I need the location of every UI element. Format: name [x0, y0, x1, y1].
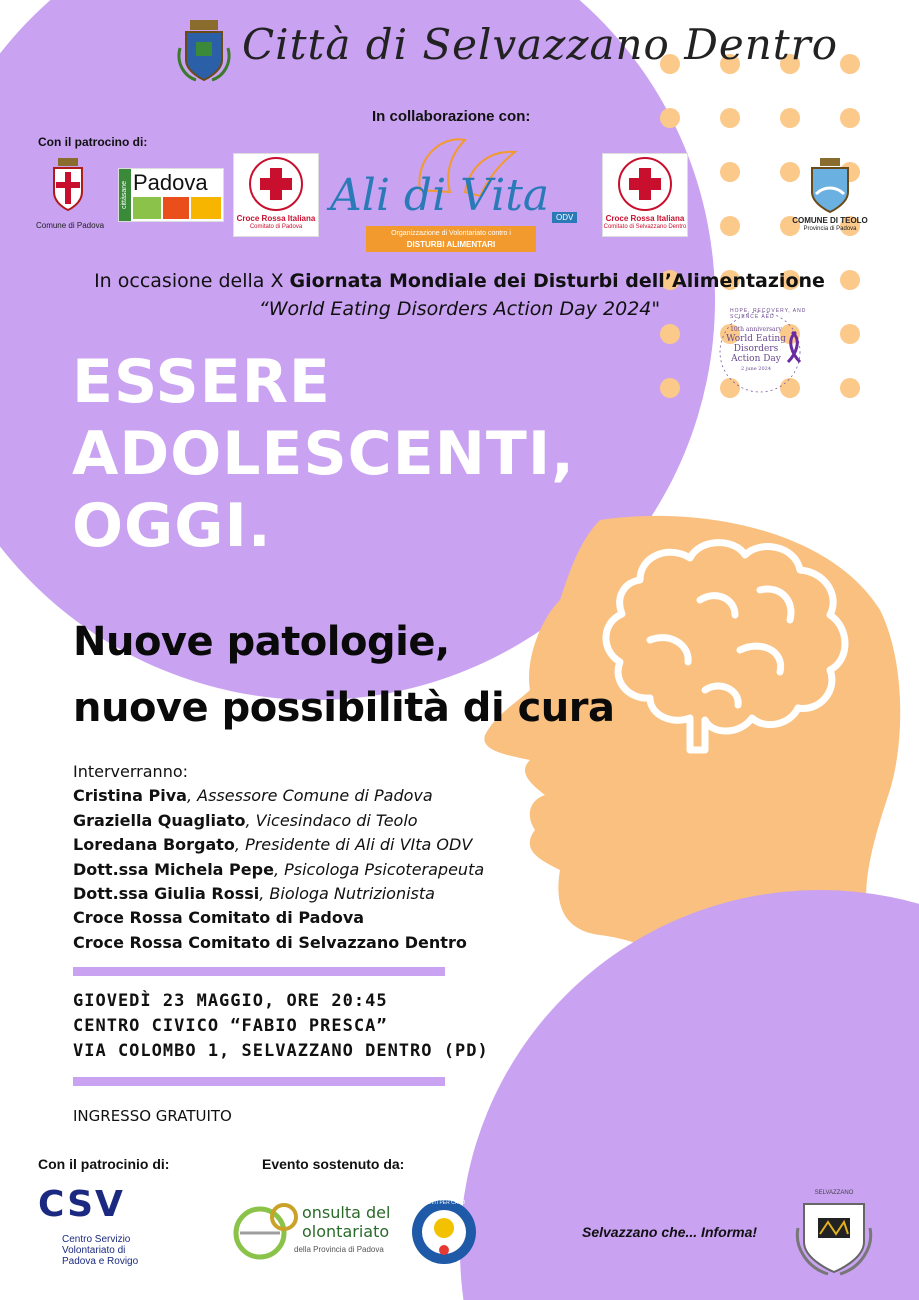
patrocinio-label: Con il patrocino di:: [38, 135, 148, 149]
alidivita-banner: [366, 226, 536, 252]
padova-crest-icon: [50, 158, 86, 214]
cittasane-small-text: cittàsane: [121, 180, 128, 209]
subtitle-line2: nuove possibilità di cura: [73, 685, 615, 731]
speaker-row: [73, 858, 593, 882]
consulta-text1: onsulta del: [302, 1203, 391, 1222]
wedad-anniv: 10th anniversary: [730, 326, 782, 333]
footer-sostenuto-label: Evento sostenuto da:: [262, 1156, 405, 1172]
decorative-dot: [720, 162, 740, 182]
utenti-arc-text: UTENTI PER CASO: [420, 1200, 466, 1206]
speakers-block: [73, 760, 593, 955]
csv-logo: CSV: [38, 1184, 125, 1225]
alidivita-banner-line2: DISTURBI ALIMENTARI: [406, 240, 496, 249]
informa-tagline: Selvazzano che... Informa!: [582, 1224, 758, 1240]
speaker-name: Graziella Quagliato: [73, 810, 246, 830]
cri-selvazzano-sub: Comitato di Selvazzano Dentro: [603, 224, 687, 230]
alidivita-name: Ali di Vita: [330, 170, 550, 221]
occasion-prefix: In occasione della X: [94, 270, 290, 292]
red-cross-icon: [617, 156, 673, 212]
event-place: CENTRO CIVICO “FABIO PRESCA”: [73, 1016, 388, 1036]
utenti-per-caso-icon: [410, 1198, 478, 1266]
cri-selvazzano-logo: [602, 153, 688, 237]
decorative-dot: [660, 108, 680, 128]
wedad-arc-text: HOPE, RECOVERY, AND SCIENCE AED: [730, 308, 807, 320]
divider-bottom: [73, 1077, 445, 1086]
speaker-name: Dott.ssa Giulia Rossi: [73, 884, 260, 904]
consulta-text3: della Provincia di Padova: [294, 1245, 384, 1254]
consulta-logo: [232, 1195, 402, 1265]
speaker-name: Loredana Borgato: [73, 835, 235, 855]
teolo-sub: Provincia di Padova: [803, 226, 857, 232]
city-title: Città di Selvazzano Dentro: [242, 20, 839, 69]
cri-padova-name: Croce Rossa Italiana: [236, 214, 316, 223]
speaker-role: , Assessore Comune di Padova: [186, 786, 433, 806]
decorative-dot: [840, 324, 860, 344]
consulta-mark-icon: [232, 1195, 312, 1265]
speaker-row: [73, 833, 593, 857]
decorative-dot: [780, 108, 800, 128]
decorative-dot: [660, 378, 680, 398]
speakers-intro: Interverranno:: [73, 762, 189, 781]
speaker-row: [73, 784, 593, 808]
alidivita-banner-line1: Organizzazione di Volontariato contro i: [391, 230, 511, 237]
decorative-dot: [780, 162, 800, 182]
speaker-name: Cristina Piva: [73, 786, 187, 806]
divider-top: [73, 967, 445, 976]
speaker-name: Dott.ssa Michela Pepe: [73, 859, 274, 879]
decorative-dot: [840, 54, 860, 74]
padova-caption: Comune di Padova: [35, 221, 105, 230]
speaker-name: Croce Rossa Comitato di Padova: [73, 908, 365, 928]
occasion-line: [0, 270, 919, 292]
headline-line1: ESSERE: [72, 347, 331, 417]
alidivita-odv: ODV: [552, 212, 577, 223]
wedad-title-l3: Action Day: [731, 354, 781, 364]
free-entry: INGRESSO GRATUITO: [73, 1107, 232, 1125]
headline-line3: OGGI.: [72, 491, 272, 561]
speaker-row: [73, 906, 593, 930]
occasion-bold: Giornata Mondiale dei Disturbi dell’Alimentazione: [289, 270, 825, 292]
wedad-badge: [704, 306, 814, 396]
cri-selvazzano-name: Croce Rossa Italiana: [605, 214, 685, 223]
wedad-title: [704, 334, 808, 364]
selvazzano-crest-label: SELVAZZANO: [814, 1190, 854, 1196]
event-date: GIOVEDÌ 23 MAGGIO, ORE 20:45: [73, 991, 388, 1011]
decorative-dot: [720, 108, 740, 128]
speaker-role: , Psicologa Psicoterapeuta: [273, 859, 485, 879]
selvazzano-informa-crest-icon: [792, 1188, 876, 1278]
decorative-dot: [660, 324, 680, 344]
occasion-line2: “World Eating Disorders Action Day 2024": [258, 298, 661, 320]
decorative-dot: [840, 108, 860, 128]
red-cross-icon: [248, 156, 304, 212]
consulta-text2: olontariato: [302, 1222, 390, 1241]
wedad-date: 2 june 2024: [740, 366, 772, 372]
headline-line2: ADOLESCENTI,: [72, 419, 575, 489]
wedad-title-l2: Disorders: [733, 344, 779, 354]
cri-padova-sub: Comitato di Padova: [249, 224, 303, 230]
speaker-row: [73, 882, 593, 906]
selvazzano-crest-icon: [176, 18, 232, 84]
speaker-role: , Vicesindaco di Teolo: [245, 810, 418, 830]
speaker-role: , Biologa Nutrizionista: [259, 884, 435, 904]
collab-label: In collaborazione con:: [372, 108, 531, 125]
cri-padova-logo: [233, 153, 319, 237]
footer-patrocinio-label: Con il patrocinio di:: [38, 1156, 170, 1172]
cittasane-logo: [118, 168, 224, 222]
decorative-dot: [720, 216, 740, 236]
csv-caption: Centro Servizio Volontariato di Padova e Rovigo: [62, 1234, 139, 1267]
subtitle-line1: Nuove patologie,: [73, 619, 450, 665]
alidivita-logo: [330, 130, 590, 254]
speaker-name: Croce Rossa Comitato di Selvazzano Dentro: [73, 932, 467, 952]
teolo-caption: COMUNE DI TEOLO: [792, 216, 868, 225]
speaker-role: , Presidente di Ali di VIta ODV: [234, 835, 473, 855]
speaker-row: [73, 931, 593, 955]
speaker-row: [73, 809, 593, 833]
wedad-title-l1: World Eating: [726, 334, 786, 344]
decorative-dot: [840, 378, 860, 398]
event-address: VIA COLOMBO 1, SELVAZZANO DENTRO (PD): [73, 1041, 489, 1061]
teolo-crest-icon: [806, 158, 854, 214]
cittasane-big-text: Padova: [133, 170, 208, 195]
